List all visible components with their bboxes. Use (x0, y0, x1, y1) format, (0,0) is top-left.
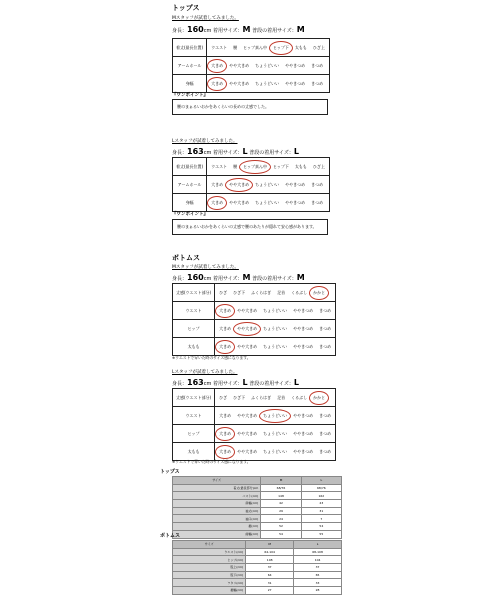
fit-option: ややきつめ (285, 199, 306, 205)
spec-cell: 104 (294, 556, 342, 564)
spec-row-label: 袖口(cm) (173, 515, 261, 523)
fit-option: ややきつめ (293, 307, 314, 313)
spec-row-label: 肩幅(cm) (173, 500, 261, 508)
spec-cell: 68-108 (294, 548, 342, 556)
spec-row (173, 548, 342, 556)
fit-option: きつめ (319, 325, 332, 331)
fit-option: くるぶし (291, 289, 308, 295)
fit-row (173, 57, 330, 75)
fit-option-selected: かかと (313, 289, 326, 295)
fit-option: 太もも (294, 163, 307, 169)
fit-option: ややきつめ (285, 62, 306, 68)
spec-bottoms-table (172, 540, 342, 595)
fit-options (207, 39, 330, 57)
spec-header-row (173, 541, 342, 549)
fit-option: くるぶし (291, 394, 308, 400)
fit-row-label: 身幅 (173, 75, 207, 93)
fit-row-label: 太もも (173, 443, 215, 461)
tops-l-fit-table (172, 157, 330, 212)
spec-row (173, 484, 342, 492)
bottoms-l-note: ※ウエストで穿いた時のサイズ感になります。 (172, 459, 251, 464)
spec-header-cell: L (294, 541, 342, 549)
spec-cell: 162 (301, 492, 341, 500)
fit-options (215, 407, 336, 425)
fit-option: きつめ (311, 62, 324, 68)
fit-row (173, 176, 330, 194)
fit-option: ふくらはぎ (251, 394, 272, 400)
tops-m-staff: Mスタッフが試着してみました。 (172, 16, 239, 21)
fit-option: ちょうどいい (263, 430, 288, 436)
spec-bottoms-title: ボトムス (160, 533, 181, 539)
spec-header-cell: サイズ (173, 541, 246, 549)
spec-row-label: 裾(cm) (173, 523, 261, 531)
fit-option: ちょうどいい (263, 307, 288, 313)
spec-cell: 54 (261, 530, 301, 538)
fit-option: きつめ (311, 181, 324, 187)
fit-row (173, 194, 330, 212)
spec-cell: 33 (294, 579, 342, 587)
fit-options (215, 443, 336, 461)
spec-row (173, 523, 342, 531)
spec-cell: 24 (261, 515, 301, 523)
spec-cell: 29 (261, 507, 301, 515)
spec-cell: 55 (301, 530, 341, 538)
fit-row (173, 425, 336, 443)
spec-header-cell: M (246, 541, 294, 549)
spec-row-label: 股下(cm) (173, 571, 246, 579)
spec-row-label: 裾幅(cm) (173, 587, 246, 595)
fit-row-label: 着丈(最長位置) (173, 158, 207, 176)
fit-options (215, 338, 336, 356)
fit-option-selected: やや大きめ (229, 181, 250, 187)
fit-row (173, 284, 336, 302)
fit-option: 腰 (233, 163, 238, 169)
spec-cell: 108 (246, 556, 294, 564)
fit-option: ウエスト (211, 44, 228, 50)
fit-row-label: ヒップ (173, 320, 215, 338)
bottoms-m-size-line: 身長：160cm 着用サイズ：M 普段の着用サイズ：M (172, 273, 305, 282)
fit-option: 大きめ (219, 412, 232, 418)
fit-row (173, 389, 336, 407)
spec-cell: 148 (261, 492, 301, 500)
fit-option: ふくらはぎ (251, 289, 272, 295)
fit-row (173, 75, 330, 93)
fit-option: きつめ (319, 448, 332, 454)
fit-row (173, 302, 336, 320)
fit-options (215, 302, 336, 320)
fit-option: やや大きめ (237, 412, 258, 418)
fit-option: ヒップ下 (273, 163, 289, 169)
fit-option: ヒップ真ん中 (243, 44, 268, 50)
fit-option-selected: ヒップ下 (273, 44, 289, 50)
spec-cell: 52 (261, 523, 301, 531)
fit-row (173, 407, 336, 425)
bottoms-title: ボトムス (172, 254, 200, 262)
fit-option: きつめ (319, 412, 332, 418)
fit-option: やや大きめ (229, 80, 250, 86)
fit-option: ちょうどいい (263, 325, 288, 331)
spec-cell: 68/76 (301, 484, 341, 492)
fit-option: ひざ下 (233, 394, 246, 400)
fit-option: ひざ下 (233, 289, 246, 295)
bottoms-l-size-line: 身長：163cm 着用サイズ：L 普段の着用サイズ：L (172, 378, 299, 387)
fit-options (215, 389, 336, 407)
fit-row (173, 443, 336, 461)
tops-m-fit-table (172, 38, 330, 93)
fit-row (173, 39, 330, 57)
fit-row-label: 丈感(ウエスト部分) (173, 389, 215, 407)
bottoms-m-staff: Mスタッフが試着してみました。 (172, 265, 239, 270)
spec-header-row (173, 477, 342, 485)
spec-tops-table (172, 476, 342, 539)
fit-option: ウエスト (211, 163, 228, 169)
tops-l-staff: Lスタッフが試着してみました。 (172, 139, 238, 144)
fit-option: ややきつめ (293, 325, 314, 331)
fit-option: 太もも (294, 44, 307, 50)
spec-row-label: 袖丈(cm) (173, 507, 261, 515)
fit-option: ひざ (219, 289, 228, 295)
fit-options (215, 284, 336, 302)
fit-row-label: ウエスト (173, 302, 215, 320)
spec-header-cell: M (261, 477, 301, 485)
fit-row-label: 丈感(ウエスト部分) (173, 284, 215, 302)
spec-cell: 31 (246, 579, 294, 587)
tops-m-size-line: 身長：160cm 着用サイズ：M 普段の着用サイズ：M (172, 25, 305, 34)
fit-row-label: アームホール (173, 57, 207, 75)
spec-cell: 54 (301, 523, 341, 531)
fit-option: 足首 (277, 289, 286, 295)
spec-cell: 37 (294, 564, 342, 572)
spec-header-cell: L (301, 477, 341, 485)
spec-row (173, 530, 342, 538)
spec-row (173, 571, 342, 579)
fit-option: ややきつめ (293, 343, 314, 349)
fit-options (207, 176, 330, 194)
spec-cell: 64 (246, 571, 294, 579)
fit-option: やや大きめ (237, 343, 258, 349)
fit-option: 大きめ (219, 325, 232, 331)
spec-row (173, 507, 342, 515)
spec-row-label: 前幅(cm) (173, 530, 261, 538)
fit-option: 腰 (233, 44, 238, 50)
spec-row (173, 500, 342, 508)
fit-row (173, 158, 330, 176)
spec-cell: 64-104 (246, 548, 294, 556)
fit-option: 大きめ (211, 181, 224, 187)
spec-row-label: ウエスト(cm) (173, 548, 246, 556)
tops-title: トップス (172, 4, 200, 12)
bottoms-m-note: ※ウエストで穿いた時のサイズ感になります。 (172, 355, 251, 360)
spec-cell: 31 (301, 507, 341, 515)
fit-option: やや大きめ (237, 307, 258, 313)
fit-option-selected: やや大きめ (237, 325, 258, 331)
fit-options (207, 57, 330, 75)
spec-row (173, 515, 342, 523)
fit-option-selected: ちょうどいい (263, 412, 288, 418)
fit-row-label: 着丈(最長位置) (173, 39, 207, 57)
fit-option-selected: 大きめ (211, 80, 224, 86)
fit-option: やや大きめ (237, 430, 258, 436)
bottoms-m-fit-table (172, 283, 336, 356)
fit-option-selected: 大きめ (219, 430, 232, 436)
bottoms-l-fit-table (172, 388, 336, 461)
fit-option: ちょうどいい (255, 62, 280, 68)
fit-option: ちょうどいい (263, 448, 288, 454)
spec-row (173, 556, 342, 564)
spec-row-label: バスト(cm) (173, 492, 261, 500)
spec-row-label: 着丈(最長部分)cm (173, 484, 261, 492)
fit-options (207, 194, 330, 212)
fit-option-selected: 大きめ (211, 62, 224, 68)
spec-cell: 7 (301, 515, 341, 523)
fit-option-selected: 大きめ (219, 307, 232, 313)
spec-cell: 37 (246, 564, 294, 572)
fit-option: きつめ (319, 307, 332, 313)
fit-option: 足首 (277, 394, 286, 400)
spec-row-label: ヒップ(cm) (173, 556, 246, 564)
spec-cell: 65 (294, 571, 342, 579)
fit-options (215, 320, 336, 338)
fit-option: ちょうどいい (255, 181, 280, 187)
fit-option: ちょうどいい (255, 199, 280, 205)
spec-cell: 42 (261, 500, 301, 508)
spec-row (173, 587, 342, 595)
fit-row-label: 身幅 (173, 194, 207, 212)
fit-option: ややきつめ (293, 430, 314, 436)
spec-row-label: ワタリ(cm) (173, 579, 246, 587)
fit-option: ややきつめ (285, 80, 306, 86)
fit-option-selected: 大きめ (219, 343, 232, 349)
fit-option: きつめ (319, 343, 332, 349)
fit-row-label: ヒップ (173, 425, 215, 443)
fit-option: ひざ上 (312, 163, 325, 169)
spec-row-label: 股上(cm) (173, 564, 246, 572)
fit-option: やや大きめ (229, 62, 250, 68)
spec-cell: 43 (301, 500, 341, 508)
fit-option-selected: ヒップ真ん中 (243, 163, 268, 169)
spec-header-cell: サイズ (173, 477, 261, 485)
spec-cell: 27 (246, 587, 294, 595)
fit-options (215, 425, 336, 443)
fit-row (173, 320, 336, 338)
fit-option-selected: かかと (313, 394, 326, 400)
fit-row-label: 太もも (173, 338, 215, 356)
fit-options (207, 75, 330, 93)
tops-l-point-label: 『ワンポイント』 (172, 212, 208, 217)
fit-option: ちょうどいい (255, 80, 280, 86)
tops-m-point-box: 腰のまぁるいおかをあくらいの長めの丈感でした。 (172, 99, 328, 115)
fit-option: やや大きめ (237, 448, 258, 454)
fit-option: ややきつめ (293, 448, 314, 454)
fit-option: ややきつめ (285, 181, 306, 187)
spec-row (173, 492, 342, 500)
fit-option-selected: 大きめ (211, 199, 224, 205)
fit-row (173, 338, 336, 356)
tops-l-point-box: 腰のまぁるいおかをあくらいの丈感で腰のあたりが隠れて安心感があります。 (172, 219, 328, 235)
spec-row (173, 564, 342, 572)
spec-cell: 68/76 (261, 484, 301, 492)
fit-row-label: ウエスト (173, 407, 215, 425)
tops-l-size-line: 身長：163cm 着用サイズ：L 普段の着用サイズ：L (172, 147, 299, 156)
fit-option: きつめ (311, 199, 324, 205)
fit-option: やや大きめ (229, 199, 250, 205)
spec-row (173, 579, 342, 587)
fit-option-selected: 大きめ (219, 448, 232, 454)
fit-option: ややきつめ (293, 412, 314, 418)
fit-option: ちょうどいい (263, 343, 288, 349)
tops-m-point-label: 『ワンポイント』 (172, 93, 208, 98)
spec-cell: 28 (294, 587, 342, 595)
fit-option: ひざ上 (312, 44, 325, 50)
bottoms-l-staff: Lスタッフが試着してみました。 (172, 370, 238, 375)
fit-options (207, 158, 330, 176)
fit-option: きつめ (319, 430, 332, 436)
fit-row-label: アームホール (173, 176, 207, 194)
fit-option: ひざ (219, 394, 228, 400)
fit-option: きつめ (311, 80, 324, 86)
spec-tops-title: トップス (160, 469, 180, 475)
